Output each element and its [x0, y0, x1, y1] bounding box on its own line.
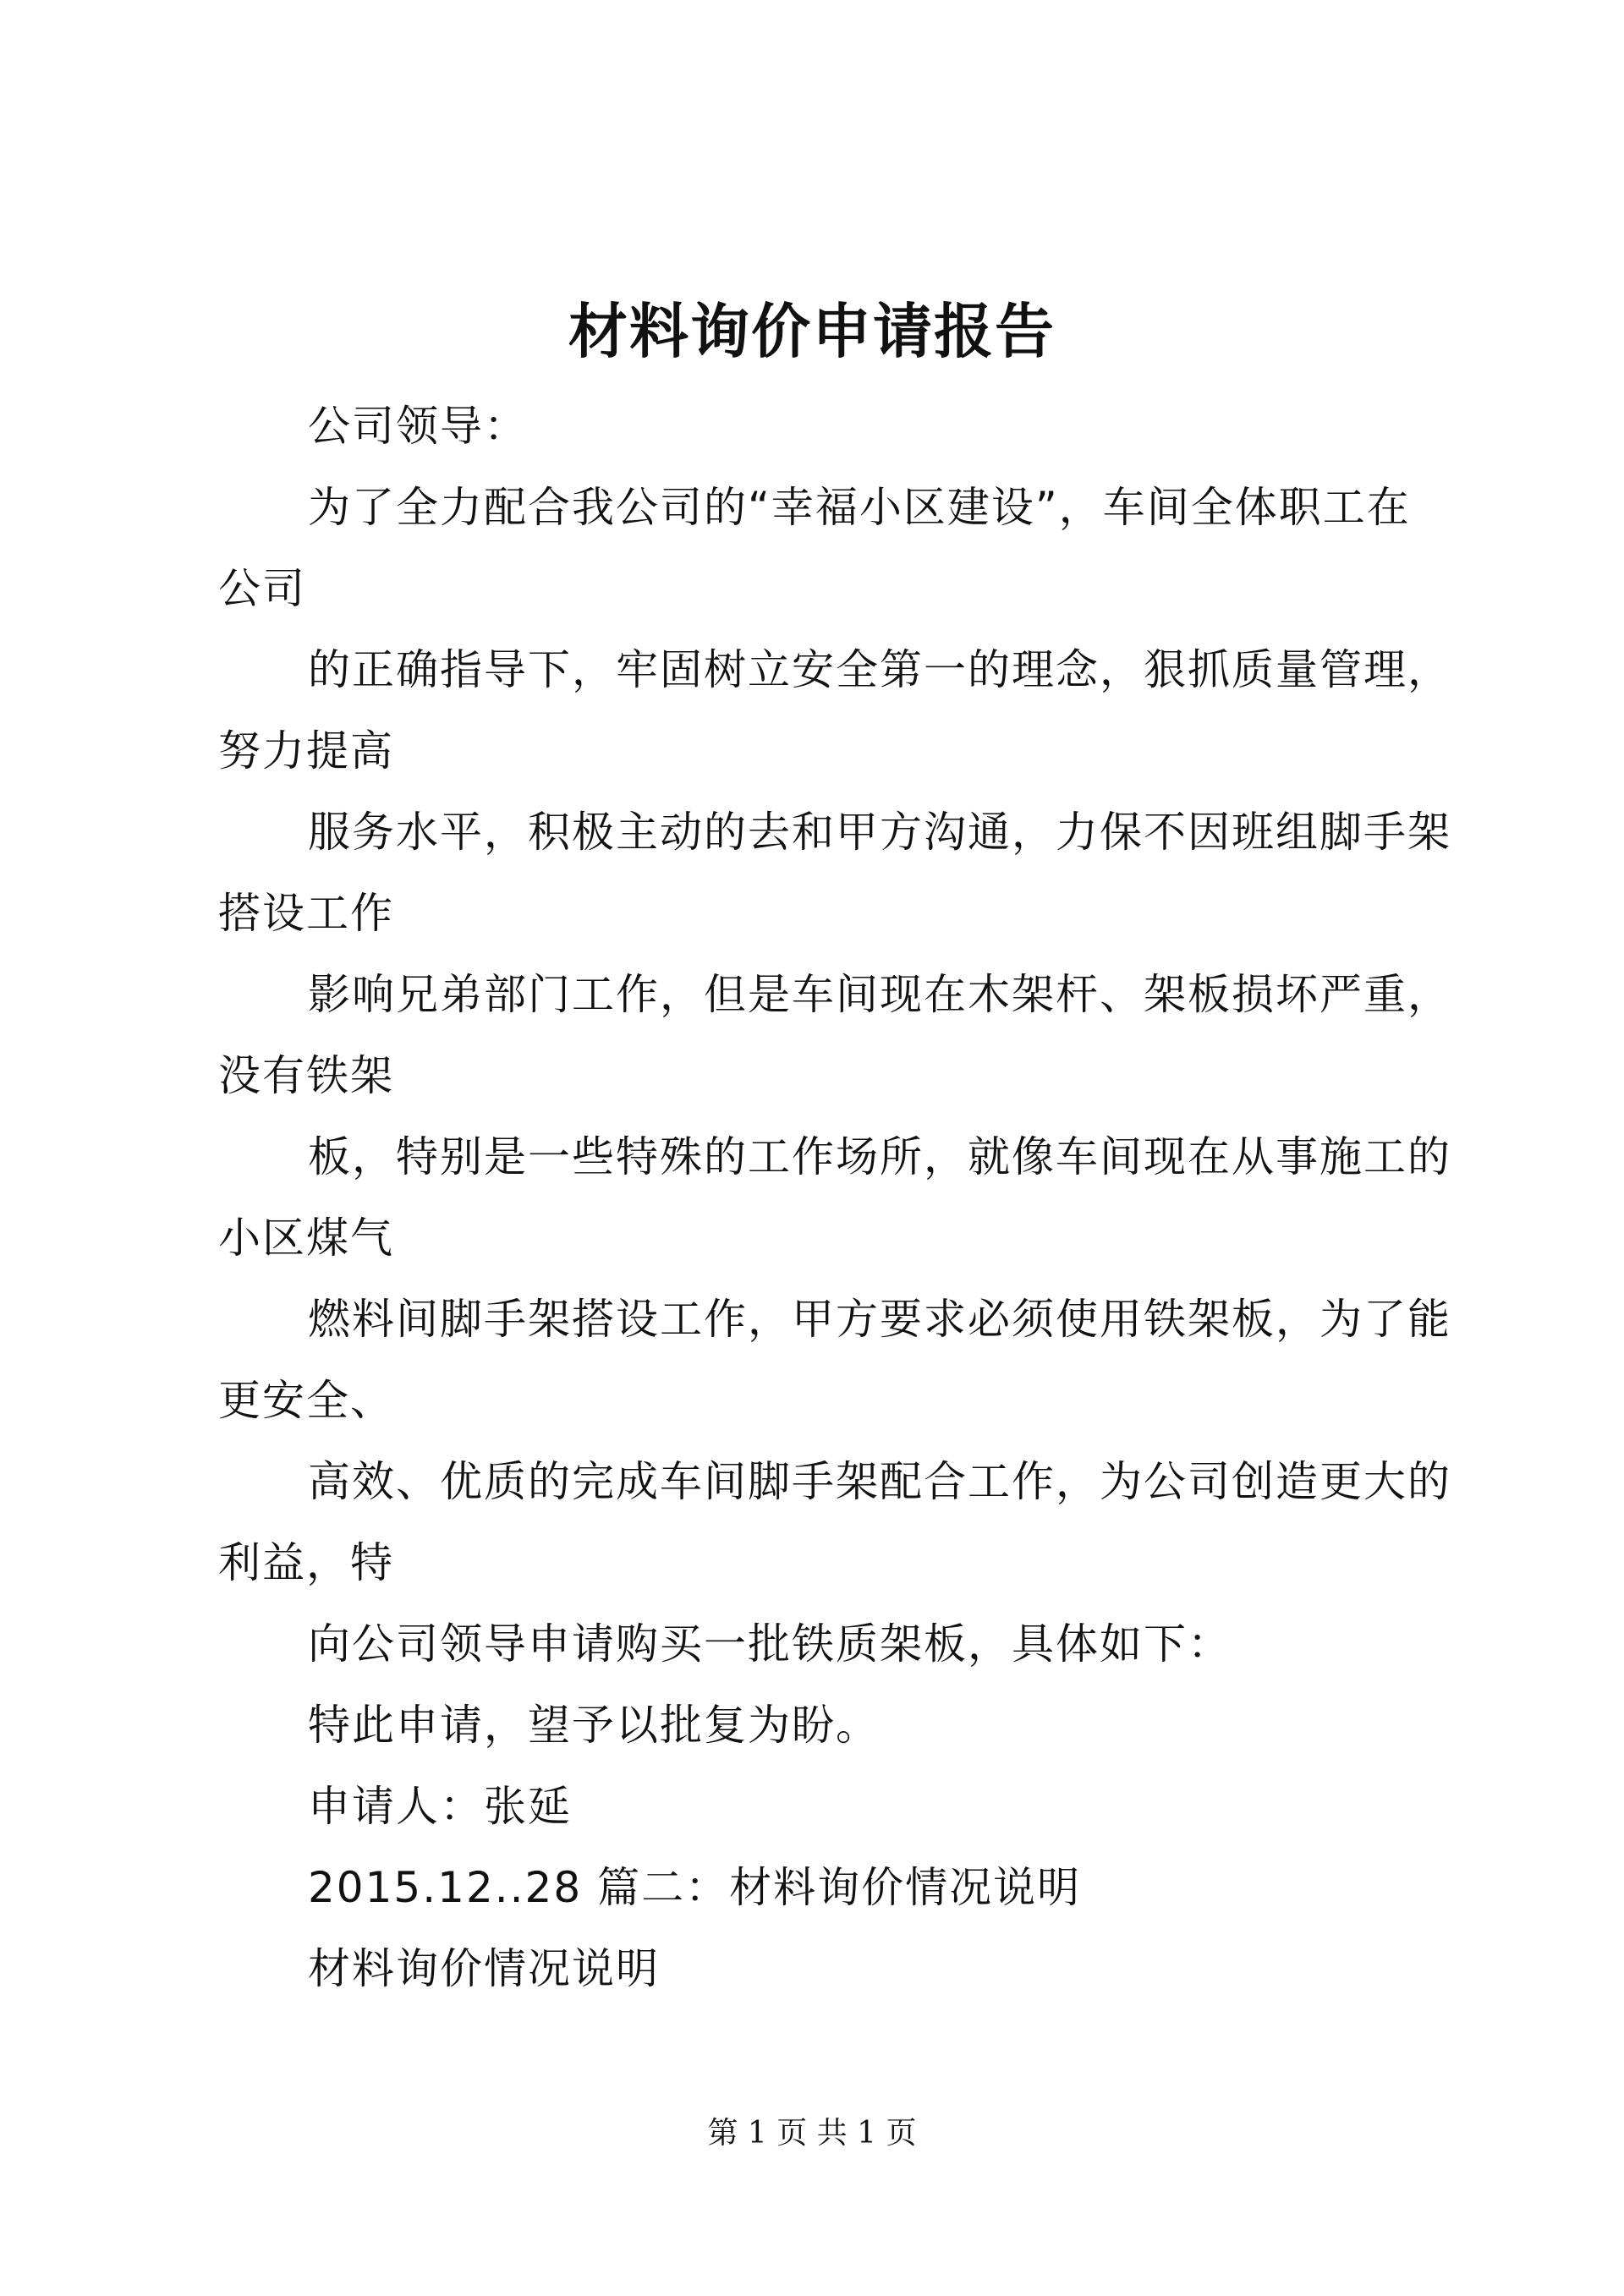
paragraph-7-first-line: 高效、优质的完成车间脚手架配合工作，为公司创造更大的 — [308, 1457, 1451, 1506]
paragraph-1-continuation: 公司 — [218, 564, 306, 613]
paragraph-6 — [218, 1279, 1451, 1441]
paragraph-4-continuation: 没有铁架 — [218, 1051, 394, 1100]
paragraph-7-continuation: 利益，特 — [218, 1538, 394, 1587]
paragraph-5-first-line: 板，特别是一些特殊的工作场所，就像车间现在从事施工的 — [308, 1132, 1451, 1181]
paragraph-3-continuation: 搭设工作 — [218, 889, 394, 938]
date-line: 2015.12..28 篇二：材料询价情况说明 — [308, 1863, 1082, 1912]
document-title: 材料询价申请报告 — [568, 296, 1056, 366]
paragraph-5 — [218, 1116, 1451, 1279]
paragraph-4 — [218, 954, 1451, 1116]
paragraph-2-continuation: 努力提高 — [218, 726, 394, 775]
document-body — [218, 386, 1451, 2009]
paragraph-6-first-line: 燃料间脚手架搭设工作，甲方要求必须使用铁架板，为了能 — [308, 1295, 1451, 1344]
paragraph-7 — [218, 1441, 1451, 1603]
request-line: 向公司领导申请购买一批铁质架板，具体如下： — [308, 1619, 1232, 1669]
paragraph-2 — [218, 629, 1451, 792]
closing-line: 特此申请，望予以批复为盼。 — [308, 1701, 880, 1750]
paragraph-2-first-line: 的正确指导下，牢固树立安全第一的理念，狠抓质量管理， — [308, 645, 1451, 694]
paragraph-5-continuation: 小区煤气 — [218, 1214, 394, 1263]
applicant-line: 申请人：张延 — [308, 1782, 572, 1831]
paragraph-6-continuation: 更安全、 — [218, 1376, 394, 1425]
paragraph-1 — [218, 467, 1436, 629]
salutation: 公司领导： — [308, 402, 528, 451]
paragraph-1-first-line: 为了全力配合我公司的“幸福小区建设”，车间全体职工在 — [308, 483, 1411, 532]
paragraph-3 — [218, 792, 1451, 954]
paragraph-3-first-line: 服务水平，积极主动的去和甲方沟通，力保不因班组脚手架 — [308, 808, 1451, 857]
paragraph-4-first-line: 影响兄弟部门工作，但是车间现在木架杆、架板损坏严重， — [308, 970, 1451, 1019]
section-subtitle: 材料询价情况说明 — [308, 1944, 660, 1993]
page-footer: 第 1 页 共 1 页 — [707, 2116, 917, 2151]
